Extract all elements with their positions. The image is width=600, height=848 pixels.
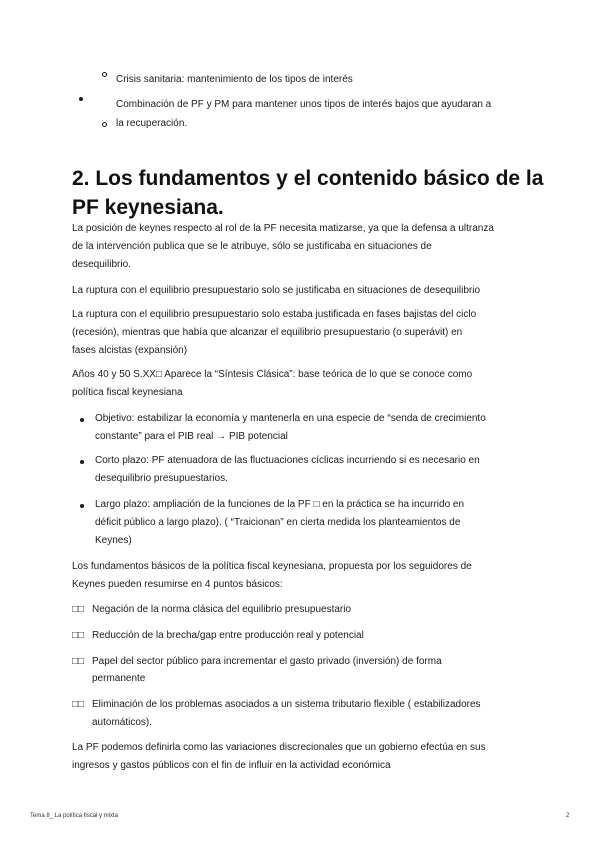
paragraph-ruptura-line2: (recesión), mientras que había que alcanzar el equilibrio presupuestario (o superávit) en (72, 327, 463, 338)
list-circle-marker (102, 72, 107, 77)
fundamento-item-2: Reducción de la brecha/gap entre producción real y potencial (92, 630, 364, 641)
paragraph-keynes-line3: desequilibrio. (72, 259, 131, 270)
fundamento-item-1: Negación de la norma clásica del equilibrio presupuestario (92, 604, 352, 615)
bullet-corto-plazo-line1: Corto plazo: PF atenuadora de las fluctuaciones cíclicas incurriendo si es necesario en (95, 455, 480, 466)
list-item-crisis: Crisis sanitaria: mantenimiento de los tipos de interés (116, 74, 353, 85)
paragraph-sintesis-line1: Años 40 y 50 S.XX□ Aparece la “Síntesis Clásica”: base teórica de lo que se conoce como (72, 369, 473, 380)
item-marker: □□ (72, 656, 85, 667)
paragraph-keynes-line1: La posición de keynes respecto al rol de la PF necesita matizarse, ya que la defensa a ultranza (72, 223, 494, 234)
bullet-largo-plazo-line2: déficit público a largo plazo). ( “Traicionan” en cierta medida los planteamientos de (95, 517, 461, 528)
paragraph-fundamentos-line1: Los fundamentos básicos de la política fiscal keynesiana, propuesta por los seguidores de (72, 561, 472, 572)
paragraph-fundamentos-line2: Keynes pueden resumirse en 4 puntos básicos: (72, 579, 283, 590)
item-marker: □□ (72, 630, 85, 641)
list-bullet-marker (80, 504, 84, 508)
section-heading-line1: 2. Los fundamentos y el contenido básico de la (72, 167, 544, 190)
paragraph-ruptura-line3: fases alcistas (expansión) (72, 345, 188, 356)
item-marker: □□ (72, 699, 85, 710)
bullet-objetivo-line1: Objetivo: estabilizar la economía y mantenerla en una especie de “senda de crecimiento (95, 413, 486, 424)
list-bullet-marker (79, 97, 83, 101)
bullet-largo-plazo-line3: Keynes) (95, 535, 132, 546)
fundamento-item-4-line1: Eliminación de los problemas asociados a un sistema tributario flexible ( estabilizadores (92, 699, 481, 710)
bullet-objetivo-line2: constante” para el PIB real → PIB potencial (95, 431, 288, 442)
section-heading-line2: PF keynesiana. (72, 196, 224, 219)
bullet-corto-plazo-line2: desequilibrio presupuestarios. (95, 473, 228, 484)
list-bullet-marker (80, 460, 84, 464)
item-marker: □□ (72, 604, 85, 615)
list-item-combination-line1: Combinación de PF y PM para mantener unos tipos de interés bajos que ayudaran a (116, 99, 492, 110)
list-item-combination-line2: la recuperación. (116, 118, 188, 129)
fundamento-item-3-line1: Papel del sector público para incrementar el gasto privado (inversión) de forma (92, 656, 442, 667)
footer-page-number: 2 (566, 813, 570, 819)
paragraph-sintesis-line2: política fiscal keynesiana (72, 387, 183, 398)
paragraph-keynes-line2: de la intervención publica que se le atribuye, sólo se justificaba en situaciones de (72, 241, 432, 252)
fundamento-item-4-line2: automáticos). (92, 717, 153, 728)
footer-document-title: Tema 8_ La política fiscal y mixta (30, 813, 119, 819)
paragraph-ruptura-line1: La ruptura con el equilibrio presupuestario solo estaba justificada en fases bajistas del ciclo (72, 309, 477, 320)
bullet-largo-plazo-line1: Largo plazo: ampliación de la funciones de la PF □ en la práctica se ha incurrido en (95, 499, 465, 510)
paragraph-definicion-line1: La PF podemos definirla como las variaciones discrecionales que un gobierno efectúa en sus (72, 742, 486, 753)
list-circle-marker (102, 122, 107, 127)
list-bullet-marker (80, 418, 84, 422)
paragraph-ruptura-short: La ruptura con el equilibrio presupuestario solo se justificaba en situaciones de desequilibrio (72, 285, 481, 296)
fundamento-item-3-line2: permanente (92, 673, 146, 684)
paragraph-definicion-line2: ingresos y gastos públicos con el fin de influir en la actividad económica (72, 760, 391, 771)
